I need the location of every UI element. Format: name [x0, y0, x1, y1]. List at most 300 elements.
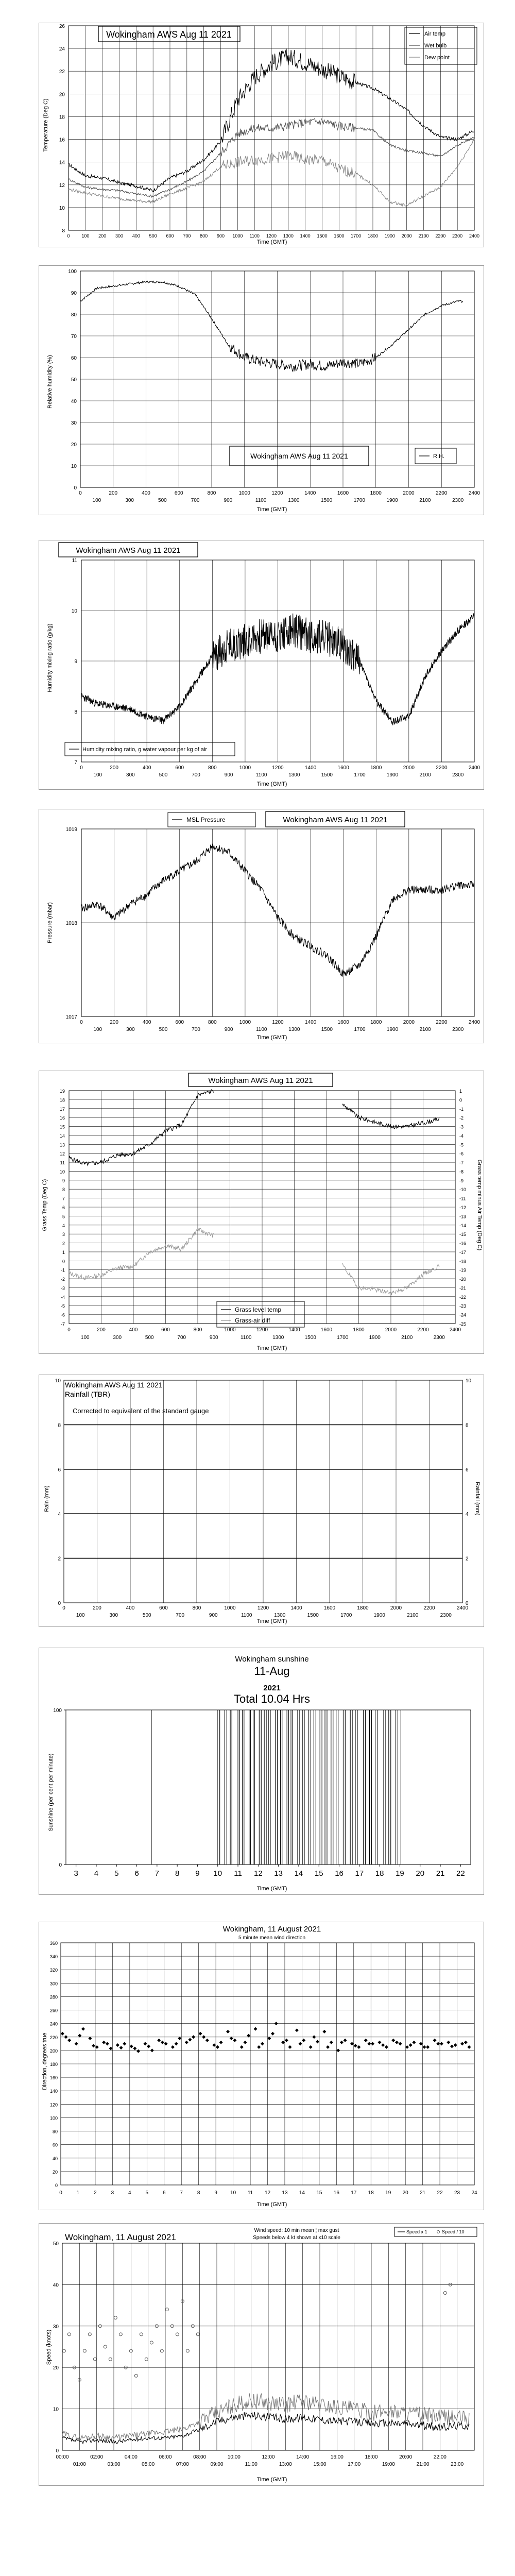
x-axis-label: Time (GMT) [256, 1345, 287, 1351]
series-line-grass-temp-morning [69, 1090, 214, 1165]
y-tick-label: 280 [49, 1994, 58, 2000]
x-tick-label: 8 [175, 1869, 180, 1878]
x-tick-label: 1500 [321, 1027, 333, 1032]
x-tick-label: 2400 [468, 765, 480, 771]
x-tick-label: 1100 [249, 233, 260, 239]
direction-point [202, 2035, 205, 2039]
direction-point [106, 2042, 109, 2045]
y-tick-label: 8 [62, 228, 65, 234]
direction-point [326, 2045, 330, 2049]
speed-div10-point [83, 2349, 86, 2352]
x-tick-label: 3 [74, 1869, 78, 1878]
x-axis-label: Time (GMT) [256, 1618, 287, 1624]
sunshine-interval [239, 1710, 243, 1865]
mixing-ratio-chart-panel [39, 540, 484, 790]
y-tick-label: 60 [71, 355, 77, 361]
x-tick-label: 1900 [384, 233, 395, 239]
x-tick-label: 1900 [386, 1027, 399, 1032]
x-tick-label: 1000 [239, 765, 251, 771]
x-tick-label: 0 [80, 765, 83, 771]
x-tick-label: 0 [67, 233, 70, 239]
x-tick-label: 16 [333, 2190, 339, 2196]
x-tick-label: 2100 [418, 233, 429, 239]
x-tick-label: 1500 [321, 772, 333, 778]
x-tick-label: 800 [200, 233, 208, 239]
x-tick-label: 900 [209, 1335, 218, 1341]
y-tick-label: 80 [52, 2129, 58, 2134]
x-tick-label: 23 [454, 2190, 460, 2196]
pressure-chart [39, 809, 483, 1042]
y2-tick-label: 1 [459, 1089, 462, 1094]
chart-date: 11-Aug [254, 1665, 290, 1677]
direction-point [422, 2045, 426, 2049]
y-tick-label: 120 [49, 2102, 58, 2108]
x-tick-label: 900 [216, 233, 225, 239]
x-tick-label: 4 [94, 1869, 99, 1878]
y-axis-label: Speed (knots) [46, 2329, 52, 2365]
y-tick-label: 8 [74, 709, 77, 715]
y2-tick-label: -16 [459, 1241, 467, 1246]
speed-div10-point [160, 2349, 163, 2352]
sunshine-interval [391, 1710, 396, 1865]
direction-point [460, 2042, 464, 2045]
x-tick-label: 1600 [337, 765, 349, 771]
y2-tick-label: -14 [459, 1223, 467, 1228]
x-tick-label: 1800 [353, 1327, 365, 1333]
x-tick-label: 1900 [386, 498, 398, 503]
y-tick-label: 17 [59, 1106, 65, 1112]
y-tick-label: 6 [62, 1205, 65, 1210]
x-tick-label: 8 [197, 2190, 200, 2196]
x-tick-label: 500 [158, 498, 167, 503]
humidity-chart-panel [39, 265, 484, 515]
chart-year: 2021 [263, 1684, 281, 1692]
y-axis-label: Direction, degrees true [42, 2032, 48, 2090]
x-tick-label: 400 [142, 765, 151, 771]
y-tick-label: 20 [59, 92, 65, 98]
x-tick-label: 600 [166, 233, 174, 239]
x-tick-label: 1300 [283, 233, 294, 239]
x-tick-label: 2400 [469, 233, 480, 239]
x-tick-label: 0 [67, 1327, 71, 1333]
y2-tick-label: 0 [466, 1601, 469, 1606]
x-tick-label: 14 [294, 1869, 303, 1878]
x-tick-label: 1800 [370, 490, 382, 496]
y-tick-label: 6 [58, 1467, 61, 1473]
y-tick-label: 14 [59, 1133, 65, 1139]
y-axis-label: Temperature (Deg C) [43, 98, 49, 152]
x-tick-label: 2400 [468, 490, 480, 496]
y2-tick-label: -13 [459, 1214, 467, 1219]
sunshine-interval [371, 1710, 375, 1865]
x-tick-label: 04:00 [124, 2454, 138, 2460]
x-tick-label: 5 [145, 2190, 149, 2196]
y-tick-label: 0 [58, 1601, 61, 1606]
legend-item-grass-air-diff: Grass-air diff [235, 1317, 270, 1324]
x-tick-label: 800 [192, 1605, 201, 1611]
y-tick-label: 24 [59, 46, 65, 53]
x-tick-label: 200 [110, 765, 118, 771]
x-tick-label: 1500 [321, 498, 333, 503]
x-tick-label: 19:00 [382, 2462, 395, 2467]
x-tick-label: 1200 [272, 765, 284, 771]
x-tick-label: 800 [208, 1020, 217, 1025]
x-tick-label: 0 [80, 1020, 83, 1025]
x-tick-label: 1100 [241, 1613, 252, 1618]
y-tick-label: 50 [53, 2241, 59, 2247]
chart-title-box [266, 811, 405, 827]
x-tick-label: 2300 [452, 498, 464, 503]
chart-title: Wokingham sunshine [235, 1655, 309, 1664]
y-tick-label: 260 [49, 2008, 58, 2013]
x-tick-label: 400 [142, 490, 150, 496]
direction-point [147, 2045, 150, 2048]
legend [65, 742, 235, 756]
x-tick-label: 1100 [255, 1027, 267, 1032]
sunshine-interval [345, 1710, 350, 1865]
x-tick-label: 900 [224, 772, 233, 778]
grass-temp-chart-panel [39, 1071, 484, 1354]
direction-point [164, 2042, 168, 2045]
y-tick-label: 0 [59, 1862, 62, 1868]
x-tick-label: 2300 [452, 772, 464, 778]
x-tick-label: 11 [234, 1869, 242, 1878]
y2-tick-label: 0 [459, 1097, 462, 1103]
series-line-grass-air-diff-morning [69, 1228, 214, 1280]
direction-point [61, 2032, 64, 2036]
x-tick-label: 1200 [271, 490, 283, 496]
x-tick-label: 6 [162, 2190, 166, 2196]
y2-tick-label: -12 [459, 1205, 467, 1210]
x-tick-label: 20:00 [399, 2454, 413, 2460]
x-tick-label: 1800 [357, 1605, 369, 1611]
x-tick-label: 6 [134, 1869, 139, 1878]
x-tick-label: 10 [230, 2190, 236, 2196]
wind-speed-chart-panel [39, 2223, 484, 2486]
x-tick-label: 1800 [370, 1020, 382, 1025]
y2-tick-label: -17 [459, 1249, 467, 1255]
x-tick-label: 9 [214, 2190, 217, 2196]
y-tick-label: 60 [52, 2142, 58, 2148]
speed-div10-point [62, 2349, 65, 2352]
y2-tick-label: -7 [459, 1160, 464, 1166]
x-tick-label: 100 [93, 772, 102, 778]
direction-point [123, 2042, 126, 2045]
x-tick-label: 2200 [436, 765, 448, 771]
x-tick-label: 400 [129, 1327, 138, 1333]
direction-point [285, 2039, 288, 2042]
x-tick-label: 800 [193, 1327, 202, 1333]
x-tick-label: 500 [149, 233, 157, 239]
direction-point [150, 2048, 154, 2052]
sunshine-chart-panel [39, 1648, 484, 1895]
plot-area [66, 1710, 471, 1865]
direction-point [350, 2042, 354, 2045]
direction-point [391, 2039, 395, 2042]
direction-point [136, 2049, 140, 2053]
speed-div10-point [109, 2358, 112, 2361]
y-tick-label: 100 [53, 1708, 62, 1714]
y-tick-label: 10 [55, 1378, 61, 1384]
x-tick-label: 23:00 [451, 2462, 464, 2467]
chart-title-box [59, 543, 198, 557]
y-tick-label: 300 [49, 1981, 58, 1987]
x-tick-label: 17 [355, 1869, 364, 1878]
x-tick-label: 15 [316, 2190, 322, 2196]
x-tick-label: 14 [299, 2190, 305, 2196]
x-tick-label: 2000 [390, 1605, 402, 1611]
sunshine-interval [357, 1710, 364, 1865]
x-tick-label: 2100 [401, 1335, 413, 1341]
x-tick-label: 21 [420, 2190, 426, 2196]
x-tick-label: 300 [109, 1613, 118, 1618]
x-tick-label: 1400 [300, 233, 311, 239]
x-tick-label: 3 [111, 2190, 114, 2196]
sunshine-interval [254, 1710, 259, 1865]
x-tick-label: 2100 [407, 1613, 419, 1618]
x-tick-label: 2200 [436, 1020, 448, 1025]
y2-axis-label: Rainfall (mm) [474, 1482, 480, 1516]
x-tick-label: 16:00 [330, 2454, 344, 2460]
x-tick-label: 1400 [304, 490, 316, 496]
x-tick-label: 2300 [452, 233, 463, 239]
x-tick-label: 0 [62, 1605, 65, 1611]
x-tick-label: 500 [145, 1335, 154, 1341]
x-tick-label: 1200 [256, 1327, 268, 1333]
chart-title: Wokingham AWS Aug 11 2021 [76, 546, 181, 555]
direction-point [419, 2042, 423, 2045]
x-tick-label: 13:00 [279, 2462, 292, 2467]
y-tick-label: 7 [62, 1196, 65, 1201]
x-tick-label: 1000 [238, 490, 250, 496]
speed-div10-point [145, 2358, 148, 2361]
direction-point [302, 2039, 305, 2042]
speed-div10-point [150, 2341, 153, 2344]
direction-point [312, 2035, 316, 2039]
x-tick-label: 1100 [240, 1335, 252, 1341]
direction-point [240, 2045, 244, 2049]
direction-point [67, 2039, 71, 2042]
x-tick-label: 600 [175, 765, 184, 771]
chart-title: Wokingham AWS Aug 11 2021 [65, 1381, 163, 1389]
x-tick-label: 2000 [385, 1327, 397, 1333]
x-tick-label: 2200 [436, 490, 448, 496]
speed-div10-point [93, 2358, 96, 2361]
x-tick-label: 22:00 [433, 2454, 447, 2460]
direction-point [102, 2041, 106, 2044]
x-tick-label: 2400 [449, 1327, 461, 1333]
direction-point [440, 2042, 443, 2045]
y-tick-label: 2 [58, 1556, 61, 1562]
x-tick-label: 1300 [274, 1613, 286, 1618]
x-tick-label: 1200 [257, 1605, 269, 1611]
y2-tick-label: -20 [459, 1277, 467, 1282]
x-tick-label: 18 [368, 2190, 374, 2196]
legend-item-pressure: MSL Pressure [186, 816, 226, 823]
y2-tick-label: -10 [459, 1187, 467, 1193]
y-tick-label: 1019 [65, 827, 77, 833]
x-tick-label: 15 [314, 1869, 323, 1878]
direction-point [119, 2046, 123, 2049]
sunshine-interval [244, 1710, 249, 1865]
direction-point [405, 2045, 409, 2049]
direction-point [447, 2041, 450, 2044]
legend-item-grass-temp: Grass level temp [235, 1306, 282, 1313]
x-tick-label: 300 [126, 772, 135, 778]
y2-tick-label: -11 [459, 1196, 466, 1201]
x-tick-label: 100 [80, 1335, 90, 1341]
y-tick-label: 20 [52, 2169, 58, 2175]
x-tick-label: 900 [224, 1027, 233, 1032]
x-tick-label: 1700 [354, 772, 366, 778]
y-tick-label: 180 [49, 2062, 58, 2067]
speed-div10-point [186, 2349, 189, 2352]
y-tick-label: 340 [49, 1954, 58, 1960]
y-tick-label: 1 [62, 1249, 65, 1255]
x-tick-label: 15:00 [313, 2462, 327, 2467]
y-tick-label: -6 [60, 1312, 65, 1318]
y-tick-label: 30 [53, 2324, 59, 2330]
x-tick-label: 700 [177, 1335, 186, 1341]
y-tick-label: 80 [71, 312, 77, 318]
chart-title: Wokingham AWS Aug 11 2021 [250, 452, 348, 460]
x-tick-label: 700 [183, 233, 191, 239]
legend-item-speed-div10: Speed / 10 [442, 2229, 465, 2234]
x-tick-label: 07:00 [176, 2462, 189, 2467]
x-tick-label: 600 [174, 490, 183, 496]
y2-tick-label: 6 [466, 1467, 469, 1473]
x-tick-label: 300 [115, 233, 124, 239]
x-tick-label: 1700 [353, 498, 365, 503]
y2-tick-label: -21 [459, 1285, 467, 1291]
humidity-chart [39, 266, 483, 514]
y-tick-label: 0 [55, 2183, 58, 2188]
y2-tick-label: -18 [459, 1259, 467, 1264]
y-tick-label: 1018 [65, 921, 77, 926]
chart-title: Wokingham AWS Aug 11 2021 [208, 1076, 313, 1085]
y-tick-label: 10 [59, 205, 65, 211]
sunshine-interval [366, 1710, 370, 1865]
x-tick-label: 01:00 [73, 2462, 86, 2467]
direction-point [330, 2041, 333, 2044]
x-tick-label: 1600 [323, 1605, 336, 1611]
y-axis-label: Grass Temp (Deg C) [42, 1179, 48, 1231]
direction-point [309, 2045, 313, 2049]
x-tick-label: 1100 [255, 498, 267, 503]
x-tick-label: 21:00 [416, 2462, 430, 2467]
direction-point [340, 2041, 344, 2044]
y-tick-label: 11 [72, 558, 77, 564]
x-tick-label: 1800 [370, 765, 382, 771]
y-tick-label: 26 [59, 24, 65, 29]
y-tick-label: 360 [49, 1941, 58, 1946]
speed-div10-point [67, 2333, 71, 2336]
sunshine-interval [261, 1710, 264, 1865]
x-tick-label: 600 [161, 1327, 170, 1333]
x-tick-label: 1 [76, 2190, 80, 2196]
x-tick-label: 12:00 [262, 2454, 275, 2460]
wind-direction-chart [39, 1922, 483, 2209]
x-tick-label: 200 [93, 1605, 101, 1611]
x-tick-label: 1500 [317, 233, 328, 239]
x-tick-label: 02:00 [90, 2454, 104, 2460]
y-tick-label: 10 [53, 2406, 59, 2413]
x-tick-label: 18:00 [365, 2454, 378, 2460]
y-tick-label: 30 [71, 420, 77, 426]
direction-point [322, 2030, 326, 2033]
speed-div10-point [165, 2308, 168, 2311]
legend [415, 448, 456, 464]
y-tick-label: 7 [74, 760, 77, 766]
x-tick-label: 2400 [468, 1020, 480, 1025]
y-tick-label: 3 [62, 1232, 65, 1238]
x-tick-label: 11 [247, 2190, 253, 2196]
chart-title-box [98, 26, 240, 42]
x-tick-label: 400 [126, 1605, 135, 1611]
x-tick-label: 2300 [433, 1335, 445, 1341]
direction-point [95, 2045, 99, 2049]
x-tick-label: 300 [125, 498, 134, 503]
sunshine-interval [250, 1710, 253, 1865]
x-tick-label: 17 [351, 2190, 357, 2196]
x-tick-label: 2200 [435, 233, 446, 239]
x-tick-label: 10:00 [227, 2454, 241, 2460]
legend-item-speed-x1: Speed x 1 [406, 2229, 427, 2234]
chart-subtitle-2: Speeds below 4 kt shown at x10 scale [253, 2235, 340, 2241]
direction-point [385, 2045, 388, 2049]
x-tick-label: 11:00 [245, 2462, 258, 2467]
y-tick-label: -2 [60, 1277, 65, 1282]
x-tick-label: 600 [159, 1605, 168, 1611]
x-tick-label: 1400 [288, 1327, 300, 1333]
y-tick-label: 5 [62, 1214, 65, 1219]
direction-point [281, 2041, 285, 2044]
x-tick-label: 2300 [452, 1027, 464, 1032]
sunshine-interval [232, 1710, 238, 1865]
speed-div10-point [196, 2333, 199, 2336]
wind-speed-chart [39, 2224, 483, 2485]
x-tick-label: 1300 [288, 1027, 300, 1032]
x-tick-label: 100 [93, 1027, 102, 1032]
direction-point [371, 2042, 374, 2045]
direction-point [377, 2041, 381, 2044]
sunshine-interval [227, 1710, 230, 1865]
x-tick-label: 1300 [288, 498, 300, 503]
chart-subtitle: Rainfall (TBR) [65, 1390, 110, 1398]
x-tick-label: 16 [335, 1869, 344, 1878]
direction-point [336, 2048, 340, 2052]
y-tick-label: -3 [60, 1285, 65, 1291]
direction-point [226, 2030, 230, 2033]
y-tick-label: 40 [71, 399, 77, 404]
direction-point [133, 2046, 136, 2050]
y-axis-label: Rain (mm) [44, 1485, 50, 1512]
y-tick-label: 40 [53, 2282, 59, 2289]
chart-title: Wokingham AWS Aug 11 2021 [283, 816, 388, 824]
x-tick-label: 2200 [417, 1327, 429, 1333]
y-tick-label: 8 [62, 1187, 65, 1193]
x-tick-label: 1800 [367, 233, 379, 239]
sunshine-interval [304, 1710, 309, 1865]
sunshine-interval [270, 1710, 276, 1865]
y-tick-label: 8 [58, 1422, 61, 1429]
x-tick-label: 1900 [369, 1335, 381, 1341]
speed-div10-point [140, 2333, 143, 2336]
direction-point [367, 2042, 371, 2045]
direction-point [233, 2039, 236, 2042]
legend-item-wet-bulb: Wet bulb [424, 43, 447, 49]
x-axis-label: Time (GMT) [256, 2477, 287, 2483]
